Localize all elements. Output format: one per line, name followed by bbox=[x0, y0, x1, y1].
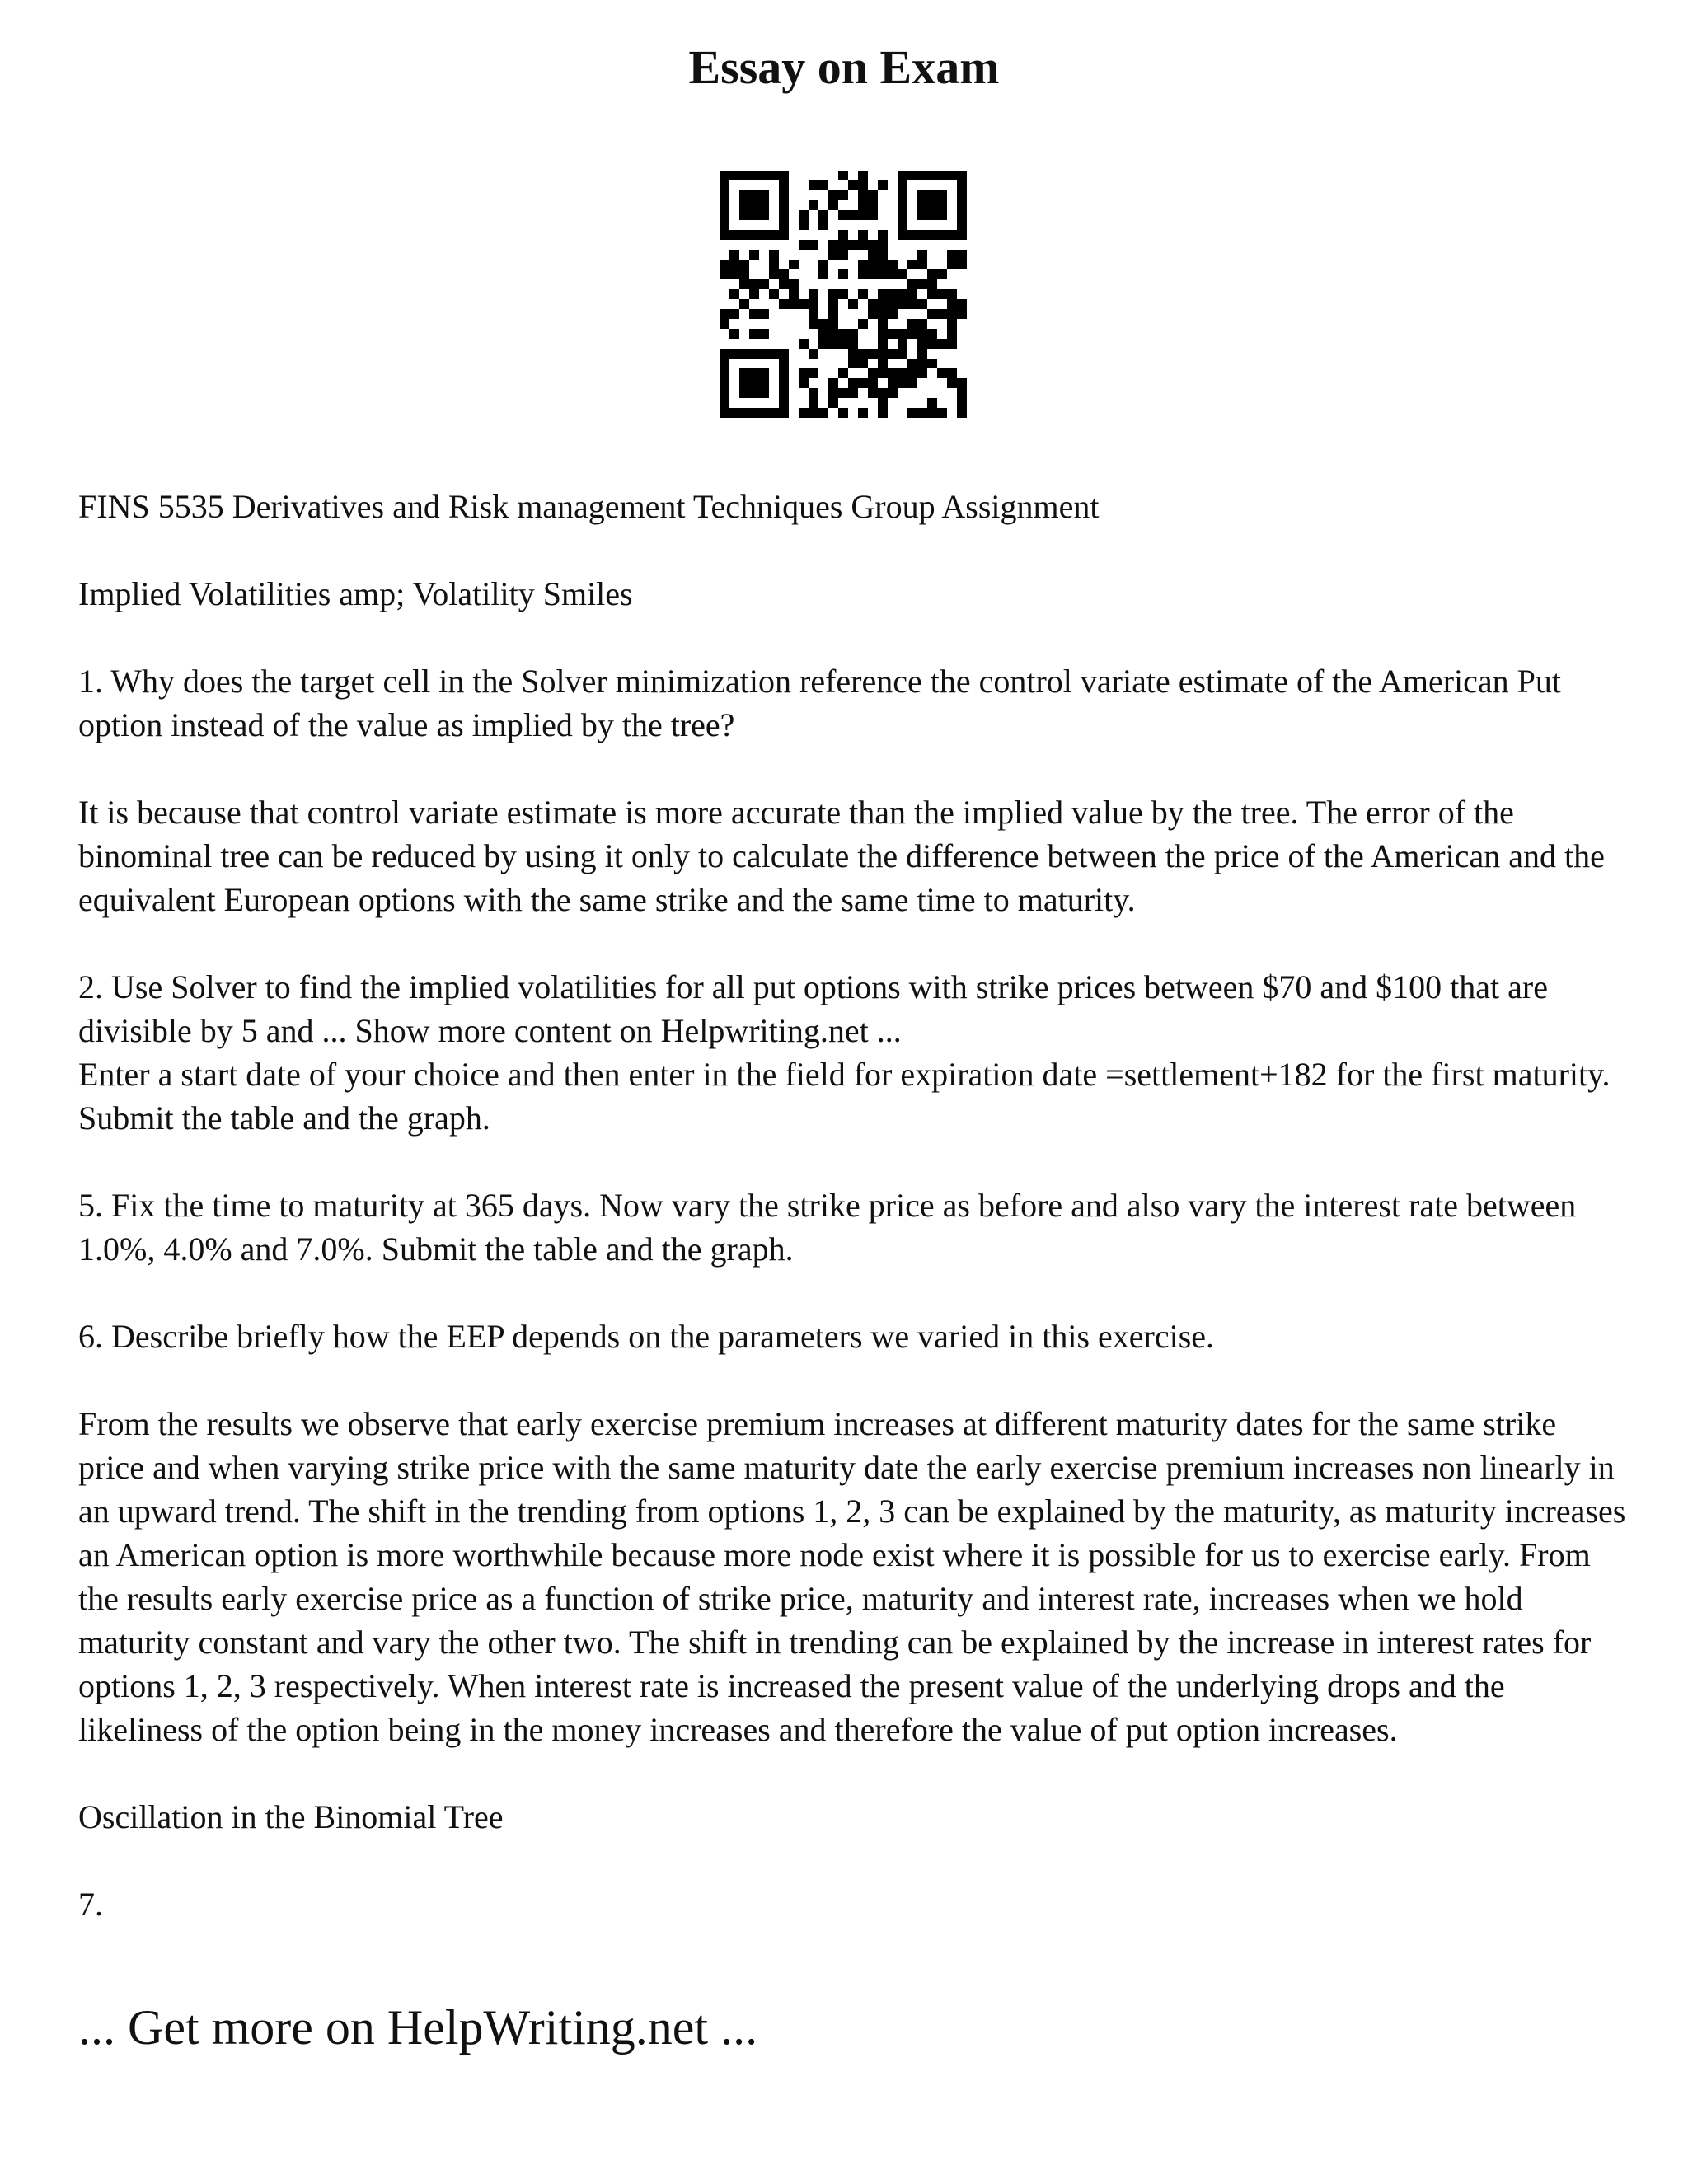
question-5: 5. Fix the time to maturity at 365 days. Now vary the strike price as before and also vary the interest rate between 1.0%, 4.0% and 7.0%. Submit the table and the graph. bbox=[78, 1187, 1577, 1268]
assignment-heading: FINS 5535 Derivatives and Risk management Techniques Group Assignment bbox=[78, 488, 1100, 525]
question-7: 7. bbox=[78, 1886, 103, 1923]
qr-code bbox=[720, 171, 967, 418]
section-heading-oscillation: Oscillation in the Binomial Tree bbox=[78, 1798, 504, 1835]
answer-6: From the results we observe that early exercise premium increases at different maturity dates for the same strike price and when varying strike price with the same maturity date the early exercise premium increases non linearly in an upward trend. The shift in the trending from options 1, 2, 3 can be explained by the maturity, as maturity increases an American option is more worthwhile because more node exist where it is possible for us to exercise early. From the results early exercise price as a function of strike price, maturity and interest rate, increases when we hold maturity constant and vary the other two. The shift in trending can be explained by the increase in interest rates for options 1, 2, 3 respectively. When interest rate is increased the present value of the underlying drops and the likeliness of the option being in the money increases and therefore the value of put option increases. bbox=[78, 1405, 1626, 1748]
section-heading-implied-volatilities: Implied Volatilities amp; Volatility Smiles bbox=[78, 575, 633, 612]
question-6: 6. Describe briefly how the EEP depends on the parameters we varied in this exercise. bbox=[78, 1318, 1215, 1355]
answer-1: It is because that control variate estimate is more accurate than the implied value by the tree. The error of the binominal tree can be reduced by using it only to calculate the difference between the price of the American and the equivalent European options with the same strike and the same time to maturity. bbox=[78, 794, 1605, 918]
document-body bbox=[78, 485, 1628, 1970]
document-title: Essay on Exam bbox=[688, 40, 1000, 94]
get-more-link[interactable]: ... Get more on HelpWriting.net ... bbox=[78, 2000, 758, 2055]
question-2: 2. Use Solver to find the implied volatilities for all put options with strike prices between $70 and $100 that are divisible by 5 and ... Show more content on Helpwriting.net ... bbox=[78, 968, 1548, 1049]
instruction-start-date: Enter a start date of your choice and then enter in the field for expiration date =settlement+182 for the first maturity. Submit the table and the graph. bbox=[78, 1056, 1611, 1137]
question-1: 1. Why does the target cell in the Solver minimization reference the control variate estimate of the American Put option instead of the value as implied by the tree? bbox=[78, 663, 1562, 743]
